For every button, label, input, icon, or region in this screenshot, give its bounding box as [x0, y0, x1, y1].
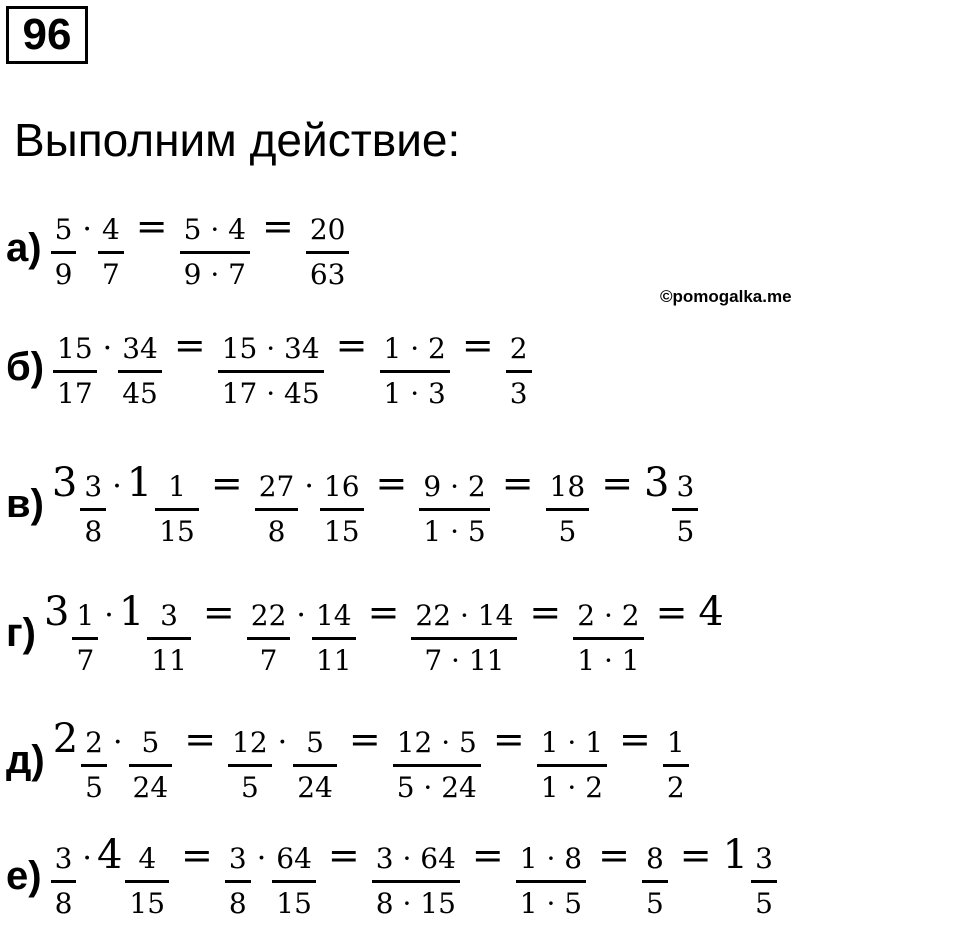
equals-sign: =: [202, 589, 235, 634]
fraction-numerator: 3: [84, 469, 103, 503]
multiply-sign: ·: [82, 212, 92, 247]
fraction-bar: [506, 370, 532, 373]
fraction-bar: [51, 880, 77, 883]
equals-sign: =: [335, 323, 368, 367]
fraction: [372, 842, 460, 921]
fraction-bar: [80, 508, 106, 511]
multiply-sign: ·: [296, 597, 306, 633]
fraction-numerator: 34: [122, 332, 158, 365]
equals-sign: =: [181, 832, 213, 877]
fraction-denominator: 8 · 15: [375, 886, 456, 920]
fraction: [516, 842, 586, 921]
whole-number: 4: [96, 831, 123, 878]
fraction: [751, 842, 777, 921]
whole-number: 2: [52, 715, 79, 762]
equals-sign: =: [173, 323, 206, 367]
fraction-bar: [272, 880, 316, 883]
fraction-denominator: 8: [54, 886, 73, 920]
fraction: [642, 842, 668, 921]
fraction-denominator: 5: [645, 886, 664, 920]
fraction-numerator: 5: [306, 725, 324, 759]
fraction-denominator: 15: [159, 514, 195, 548]
fraction-denominator: 1 · 5: [423, 514, 486, 548]
fraction: [98, 213, 124, 292]
fraction-denominator: 17: [57, 377, 93, 410]
fraction-numerator: 18: [549, 469, 586, 503]
expression: [51, 716, 692, 805]
whole-number: 1: [722, 831, 749, 878]
fraction: [537, 726, 607, 805]
fraction-denominator: 7: [76, 643, 95, 677]
fraction-denominator: 5: [558, 514, 577, 548]
equals-sign: =: [375, 460, 408, 505]
row-label: д): [6, 737, 45, 782]
equals-sign: =: [492, 716, 525, 761]
equals-sign: =: [501, 460, 534, 505]
solution-row-b: [6, 312, 535, 422]
fraction-bar: [516, 880, 586, 883]
fraction: [380, 332, 450, 411]
fraction-bar: [372, 880, 460, 883]
equals-sign: =: [679, 832, 712, 877]
equals-sign: =: [348, 716, 381, 761]
fraction-numerator: 3: [676, 469, 695, 503]
fraction: [546, 470, 590, 549]
fraction-bar: [411, 637, 517, 640]
fraction-denominator: 8: [228, 886, 247, 920]
fraction: [147, 599, 191, 678]
fraction: [255, 470, 299, 549]
multiply-sign: ·: [113, 724, 123, 760]
fraction-bar: [125, 880, 169, 883]
fraction: [225, 842, 251, 921]
fraction-numerator: 1: [76, 598, 95, 632]
fraction-bar: [118, 370, 162, 373]
fraction-denominator: 11: [151, 643, 187, 677]
equals-sign: =: [210, 460, 243, 505]
fraction: [506, 332, 532, 411]
fraction-numerator: 14: [315, 598, 352, 632]
fraction: [663, 726, 689, 805]
fraction-numerator: 1 · 2: [383, 332, 446, 365]
fraction: [180, 213, 250, 292]
fraction-bar: [293, 764, 337, 767]
fraction: [129, 726, 173, 805]
fraction-numerator: 3: [54, 841, 73, 875]
fraction-bar: [672, 508, 698, 511]
fraction-denominator: 63: [309, 258, 346, 291]
equals-sign: =: [529, 589, 562, 634]
whole-number: 1: [118, 588, 145, 635]
fraction-denominator: 1 · 3: [383, 377, 446, 410]
whole-number: 4: [698, 588, 724, 635]
equals-sign: =: [461, 323, 494, 367]
fraction-numerator: 5: [54, 213, 73, 246]
fraction-bar: [147, 637, 191, 640]
fraction-bar: [129, 764, 173, 767]
fraction-numerator: 5 · 4: [183, 213, 246, 246]
multiply-sign: ·: [277, 724, 288, 760]
fraction-bar: [51, 251, 77, 254]
fraction-denominator: 24: [297, 770, 333, 804]
fraction-bar: [53, 370, 97, 373]
equals-sign: =: [184, 716, 217, 761]
fraction-numerator: 3: [755, 841, 773, 875]
expression: [48, 204, 353, 292]
fraction-numerator: 1: [666, 725, 685, 759]
equals-sign: =: [135, 204, 168, 248]
fraction-numerator: 9 · 2: [423, 469, 486, 503]
row-label: в): [6, 481, 44, 526]
fraction-numerator: 2: [85, 725, 103, 759]
equals-sign: =: [261, 204, 294, 248]
fraction: [320, 470, 364, 549]
solution-row-d: [6, 705, 692, 815]
fraction: [155, 470, 199, 549]
fraction-denominator: 1 · 5: [519, 886, 583, 920]
fraction: [81, 726, 107, 805]
equals-sign: =: [367, 589, 400, 634]
fraction-bar: [546, 508, 590, 511]
fraction-numerator: 3: [160, 598, 178, 632]
fraction-numerator: 2: [509, 332, 528, 365]
fraction-bar: [98, 251, 124, 254]
fraction-bar: [663, 764, 689, 767]
row-label: б): [6, 344, 45, 389]
fraction-denominator: 9: [54, 258, 73, 291]
fraction-bar: [180, 251, 250, 254]
fraction: [80, 470, 106, 549]
fraction-denominator: 5: [755, 886, 773, 920]
fraction-numerator: 22 · 14: [415, 598, 514, 632]
fraction: [51, 842, 77, 921]
fraction-bar: [306, 251, 350, 254]
fraction-numerator: 1 · 8: [519, 841, 583, 875]
fraction-denominator: 7 · 11: [424, 643, 505, 677]
equals-sign: =: [655, 589, 688, 634]
fraction-bar: [255, 508, 299, 511]
fraction: [272, 842, 316, 921]
expression: [48, 832, 780, 921]
equals-sign: =: [619, 716, 651, 761]
fraction: [53, 332, 97, 411]
fraction-bar: [380, 370, 450, 373]
problem-number-box: [6, 6, 88, 64]
expression: [42, 589, 724, 678]
fraction: [125, 842, 169, 921]
fraction: [72, 599, 98, 678]
fraction: [118, 332, 162, 411]
fraction-numerator: 3: [228, 841, 247, 875]
solution-row-a: [6, 193, 352, 303]
fraction-denominator: 7: [101, 258, 120, 291]
solution-row-v: [6, 449, 701, 559]
fraction-numerator: 16: [323, 469, 360, 503]
fraction-denominator: 1 · 2: [540, 770, 604, 804]
fraction-denominator: 24: [132, 770, 169, 804]
multiply-sign: ·: [112, 468, 122, 504]
equals-sign: =: [327, 832, 360, 877]
whole-number: 3: [51, 459, 78, 506]
task-heading: Выполним действие:: [14, 114, 461, 166]
fraction-denominator: 5 · 24: [396, 770, 477, 804]
fraction-numerator: 8: [645, 841, 664, 875]
fraction-bar: [81, 764, 107, 767]
fraction-denominator: 17 · 45: [221, 377, 320, 410]
multiply-sign: ·: [104, 597, 114, 633]
equals-sign: =: [601, 460, 634, 505]
fraction: [218, 332, 324, 411]
fraction-numerator: 1 · 1: [540, 725, 604, 759]
fraction-bar: [393, 764, 481, 767]
fraction: [51, 213, 77, 292]
fraction-bar: [419, 508, 489, 511]
multiply-sign: ·: [102, 331, 113, 366]
fraction-bar: [225, 880, 251, 883]
fraction-bar: [642, 880, 668, 883]
fraction-bar: [72, 637, 98, 640]
row-label: а): [6, 225, 42, 270]
fraction-denominator: 15: [323, 514, 360, 548]
fraction-bar: [312, 637, 356, 640]
fraction-denominator: 5: [85, 770, 103, 804]
fraction-denominator: 15: [129, 886, 166, 920]
fraction: [228, 726, 272, 805]
fraction-numerator: 12: [232, 725, 268, 759]
fraction-denominator: 45: [122, 377, 158, 410]
fraction-numerator: 15 · 34: [221, 332, 320, 365]
fraction-numerator: 5: [141, 725, 160, 759]
whole-number: 3: [644, 459, 670, 506]
fraction-denominator: 7: [259, 643, 278, 677]
expression: [50, 323, 535, 411]
fraction-bar: [155, 508, 199, 511]
multiply-sign: ·: [304, 468, 314, 504]
fraction: [573, 599, 643, 678]
fraction: [312, 599, 356, 678]
fraction-bar: [573, 637, 643, 640]
fraction-denominator: 2: [666, 770, 685, 804]
fraction: [411, 599, 517, 678]
fraction-numerator: 15: [57, 332, 93, 365]
fraction-bar: [320, 508, 364, 511]
fraction-numerator: 64: [276, 841, 312, 875]
multiply-sign: ·: [256, 840, 267, 876]
fraction-numerator: 2 · 2: [577, 598, 640, 632]
fraction-denominator: 3: [509, 377, 528, 410]
fraction-numerator: 27: [258, 469, 295, 503]
fraction-numerator: 12 · 5: [396, 725, 477, 759]
fraction-numerator: 4: [138, 841, 157, 875]
fraction-denominator: 8: [84, 514, 103, 548]
fraction-denominator: 15: [276, 886, 312, 920]
fraction-numerator: 3 · 64: [375, 841, 456, 875]
fraction-numerator: 1: [168, 469, 186, 503]
multiply-sign: ·: [82, 840, 92, 876]
fraction-denominator: 11: [315, 643, 352, 677]
fraction-bar: [751, 880, 777, 883]
solution-row-g: [6, 578, 724, 688]
watermark: ©pomogalka.me: [660, 287, 792, 306]
row-label: г): [6, 610, 36, 655]
fraction: [419, 470, 489, 549]
fraction-numerator: 20: [309, 213, 346, 246]
fraction: [247, 599, 291, 678]
fraction-denominator: 8: [267, 514, 286, 548]
fraction: [393, 726, 481, 805]
problem-number: 96: [22, 10, 72, 59]
equals-sign: =: [598, 832, 630, 877]
fraction: [672, 470, 698, 549]
fraction: [293, 726, 337, 805]
solution-row-e: [6, 821, 780, 931]
fraction-denominator: 9 · 7: [183, 258, 246, 291]
fraction-numerator: 4: [101, 213, 120, 246]
whole-number: 3: [43, 588, 70, 635]
fraction-bar: [247, 637, 291, 640]
equals-sign: =: [471, 832, 504, 877]
fraction-numerator: 22: [250, 598, 287, 632]
fraction-denominator: 5: [240, 770, 259, 804]
fraction-bar: [228, 764, 272, 767]
whole-number: 1: [126, 459, 153, 506]
fraction-bar: [537, 764, 607, 767]
fraction: [306, 213, 350, 292]
fraction-denominator: 1 · 1: [577, 643, 640, 677]
expression: [50, 460, 701, 549]
fraction-denominator: 5: [676, 514, 695, 548]
fraction-bar: [218, 370, 324, 373]
row-label: е): [6, 853, 42, 898]
